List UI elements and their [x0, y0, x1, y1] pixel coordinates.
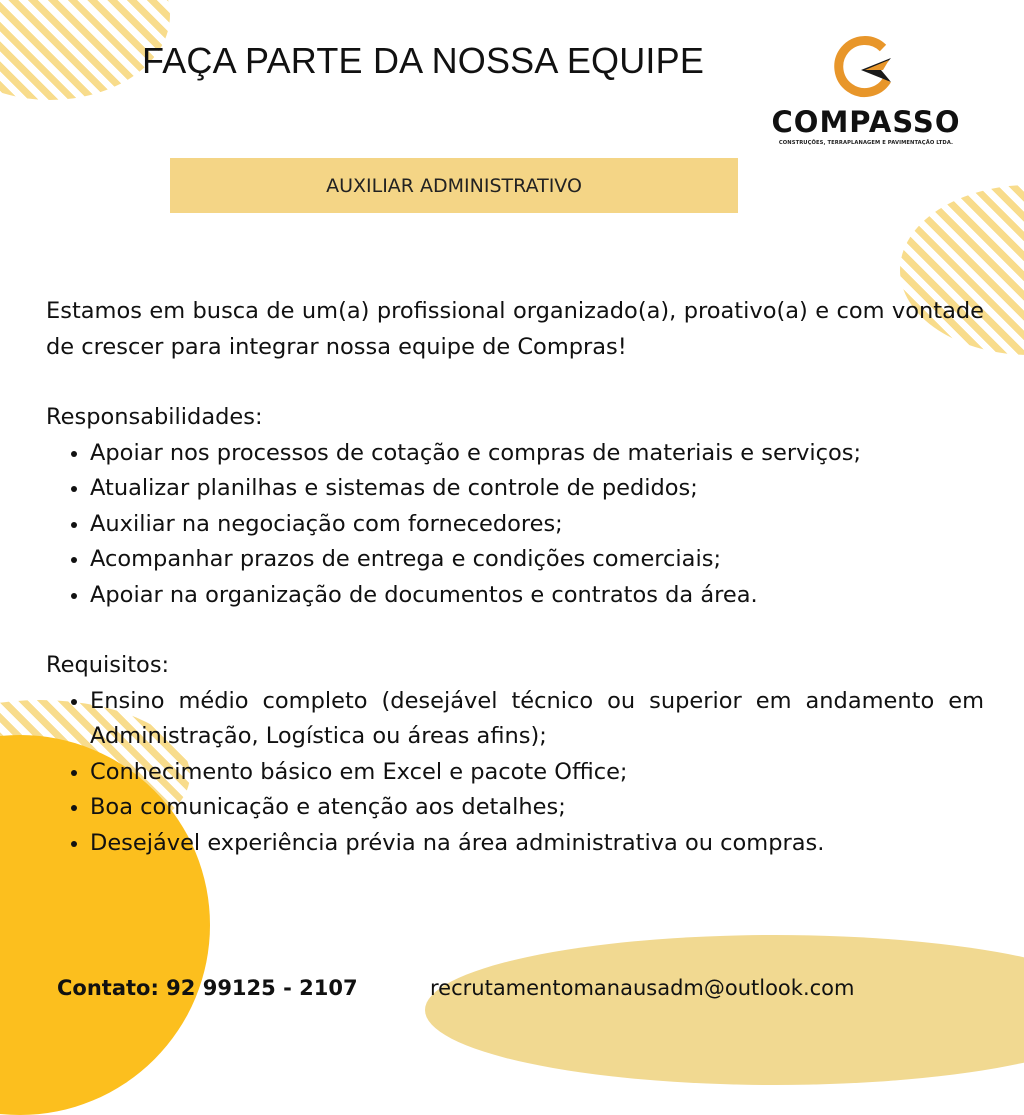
intro-text: Estamos em busca de um(a) profissional organizado(a), proativo(a) e com vontade de crescer para integrar nossa equipe de Compras! — [46, 298, 984, 360]
requirements-heading: Requisitos: — [46, 652, 170, 678]
requirements-list — [46, 684, 984, 862]
list-item: • Boa comunicação e atenção aos detalhes; — [90, 790, 984, 826]
contact-phone: Contato: 92 99125 - 2107 — [57, 976, 358, 1000]
page-title: FAÇA PARTE DA NOSSA EQUIPE — [142, 40, 705, 81]
compass-logo-icon — [831, 34, 901, 104]
company-logo — [766, 34, 966, 154]
role-banner — [170, 158, 738, 213]
role-title: AUXILIAR ADMINISTRATIVO — [326, 174, 582, 197]
list-item: • Acompanhar prazos de entrega e condições comerciais; — [90, 542, 984, 578]
logo-name: COMPASSO — [771, 105, 961, 139]
list-item: • Apoiar nos processos de cotação e compras de materiais e serviços; — [90, 436, 984, 472]
contact-email[interactable]: recrutamentomanausadm@outlook.com — [430, 976, 855, 1000]
list-item: • Auxiliar na negociação com fornecedores; — [90, 507, 984, 543]
responsibilities-heading: Responsabilidades: — [46, 404, 263, 430]
logo-tagline: CONSTRUÇÕES, TERRAPLANAGEM E PAVIMENTAÇÃO LTDA. — [778, 140, 954, 146]
list-item: • Desejável experiência prévia na área administrativa ou compras. — [90, 826, 984, 862]
list-item: • Ensino médio completo (desejável técnico ou superior em andamento em Administração, Logística ou áreas afins); — [90, 684, 984, 755]
responsibilities-list — [46, 436, 984, 614]
list-item: • Atualizar planilhas e sistemas de controle de pedidos; — [90, 471, 984, 507]
job-description — [46, 294, 984, 896]
list-item: • Apoiar na organização de documentos e contratos da área. — [90, 578, 984, 614]
yellow-ellipse-bottom-right — [425, 935, 1024, 1085]
list-item: • Conhecimento básico em Excel e pacote Office; — [90, 755, 984, 791]
